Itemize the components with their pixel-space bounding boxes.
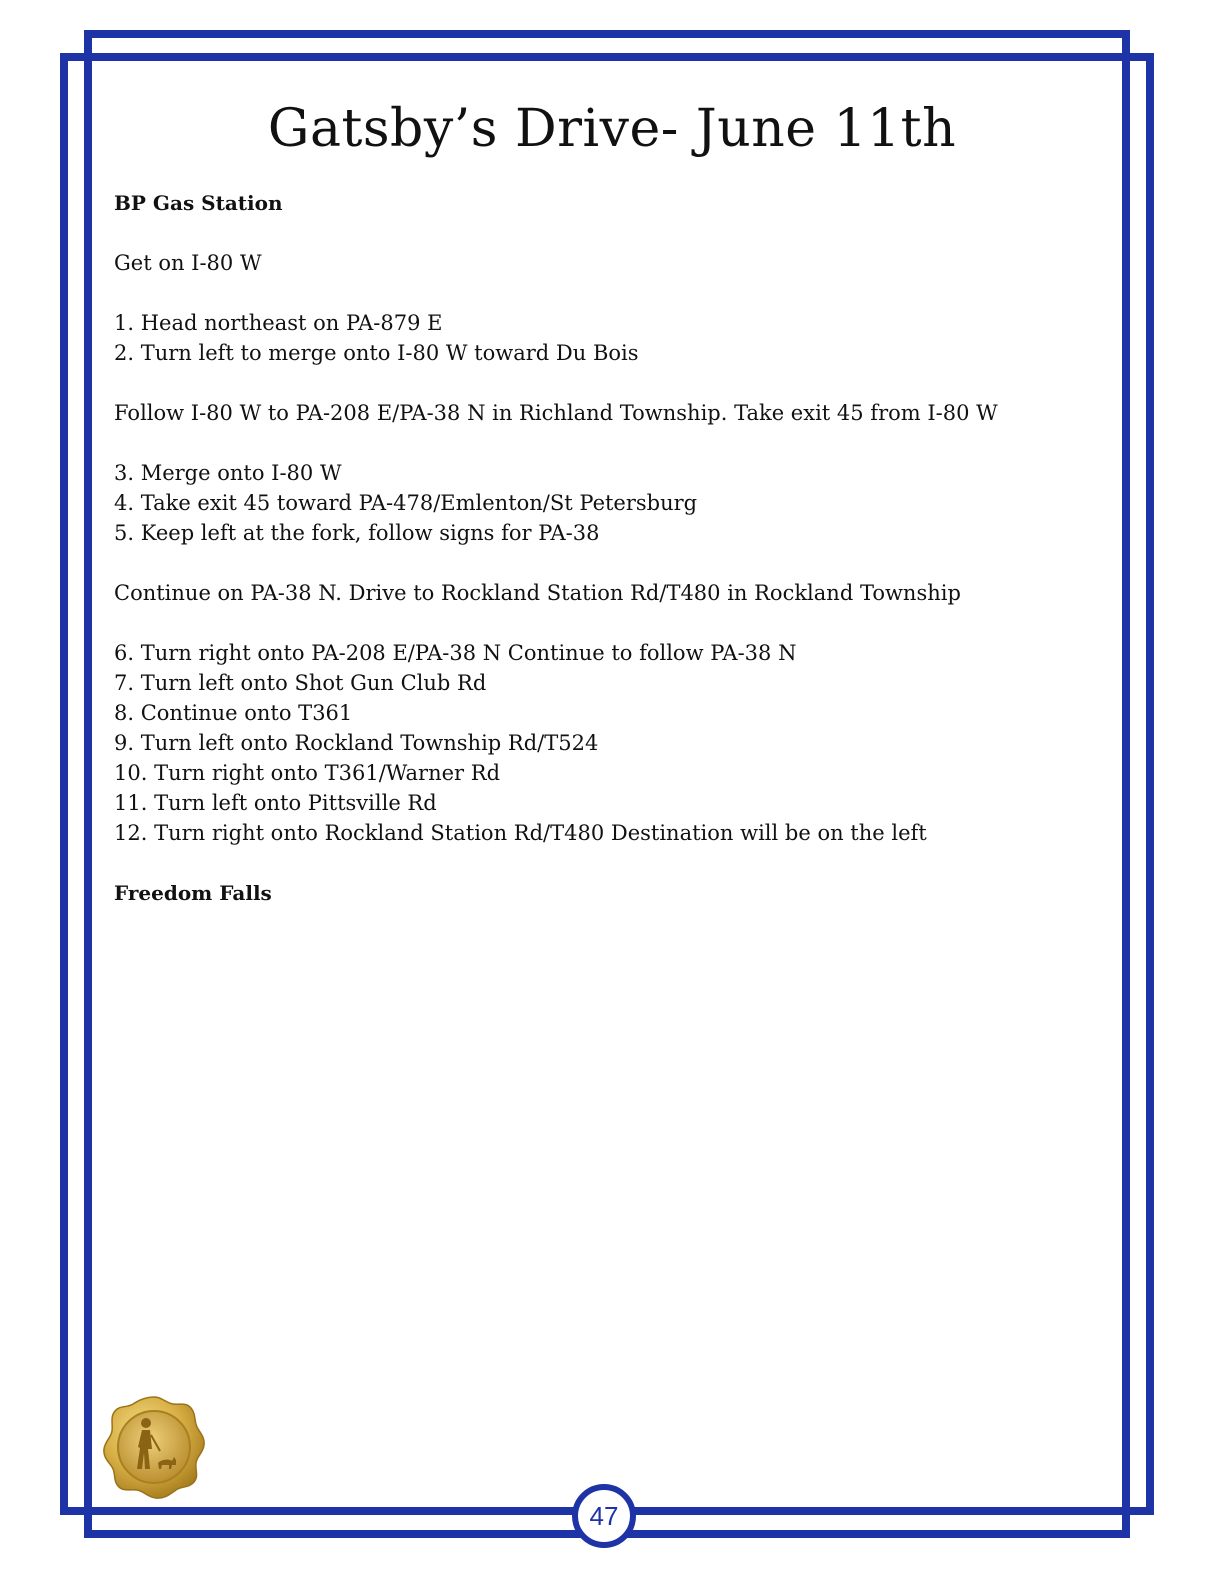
page-number-badge (572, 1484, 636, 1548)
section-heading: Follow I-80 W to PA-208 E/PA-38 N in Richland Township. Take exit 45 from I-80 W (114, 401, 998, 425)
direction-step: 6. Turn right onto PA-208 E/PA-38 N Continue to follow PA-38 N (114, 641, 797, 665)
direction-step: 2. Turn left to merge onto I-80 W toward Du Bois (114, 341, 639, 365)
destination: Freedom Falls (114, 881, 272, 905)
start-location: BP Gas Station (114, 191, 283, 215)
direction-step: 4. Take exit 45 toward PA-478/Emlenton/St Petersburg (114, 491, 698, 515)
section-heading: Continue on PA-38 N. Drive to Rockland Station Rd/T480 in Rockland Township (114, 581, 961, 605)
page-title: Gatsby’s Drive- June 11th (267, 99, 957, 159)
direction-step: 3. Merge onto I-80 W (114, 461, 342, 485)
direction-step: 7. Turn left onto Shot Gun Club Rd (114, 671, 487, 695)
section-heading: Get on I-80 W (114, 251, 262, 275)
direction-step: 10. Turn right onto T361/Warner Rd (114, 761, 501, 785)
directions-body (114, 188, 1104, 908)
direction-step: 5. Keep left at the fork, follow signs for PA-38 (114, 521, 600, 545)
direction-step: 9. Turn left onto Rockland Township Rd/T524 (114, 731, 599, 755)
direction-step: 8. Continue onto T361 (114, 701, 353, 725)
page-number: 47 (589, 1500, 619, 1531)
direction-step: 1. Head northeast on PA-879 E (114, 311, 443, 335)
direction-step: 12. Turn right onto Rockland Station Rd/T480 Destination will be on the left (114, 821, 927, 845)
direction-step: 11. Turn left onto Pittsville Rd (114, 791, 437, 815)
wax-seal-icon (100, 1393, 208, 1501)
